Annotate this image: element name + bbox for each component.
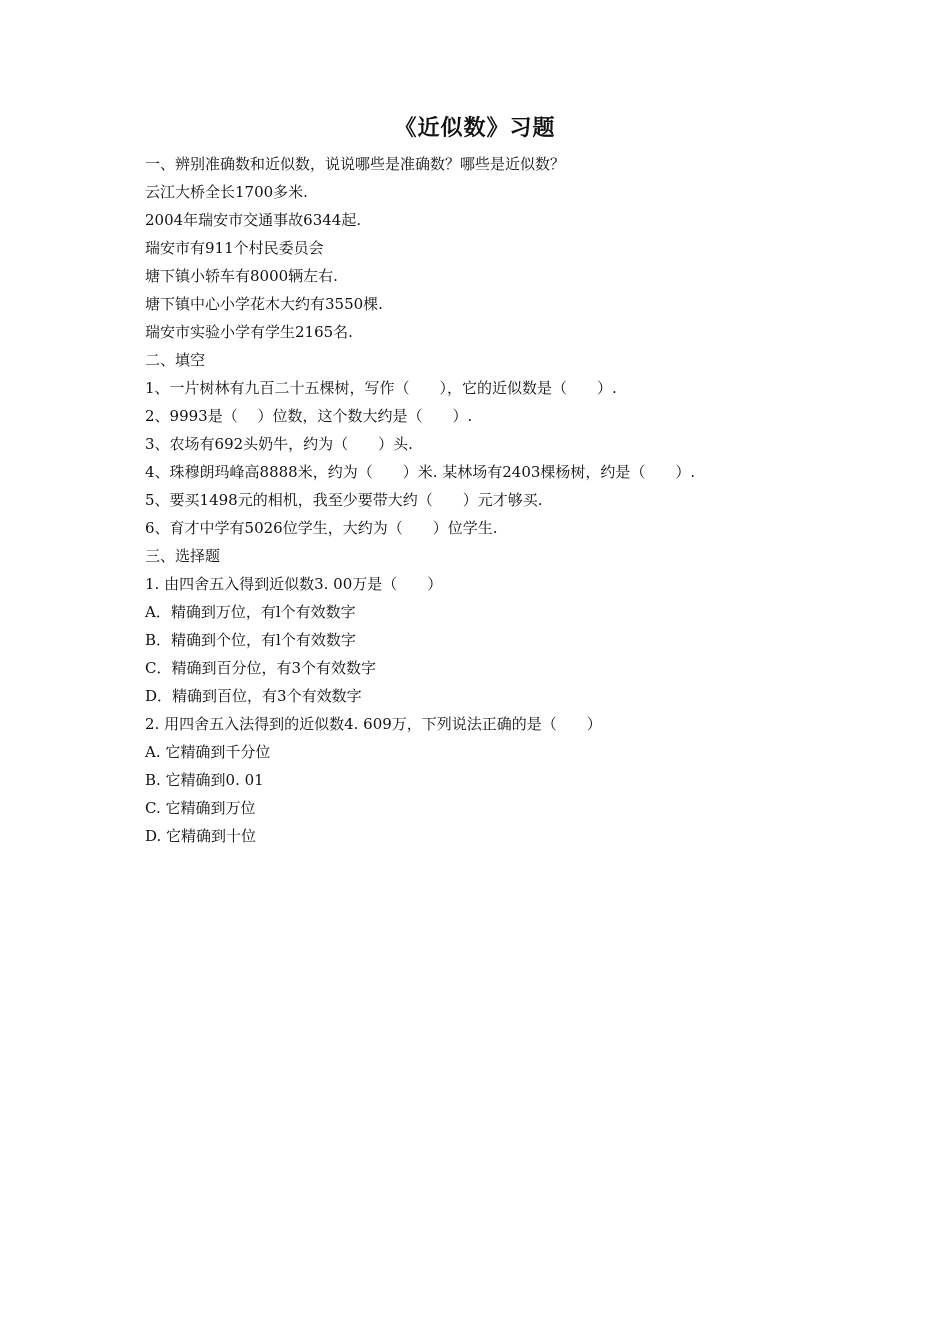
fill-blank-question: 3、农场有692头奶牛，约为（ ）头. bbox=[145, 435, 413, 453]
choice-option: A．精确到万位，有l个有效数字 bbox=[145, 603, 356, 621]
fill-blank-question: 2、9993是（ ）位数，这个数大约是（ ）. bbox=[145, 407, 473, 425]
choice-option: A. 它精确到千分位 bbox=[145, 743, 271, 761]
choice-option: C．精确到百分位，有3个有效数字 bbox=[145, 659, 377, 677]
document-title: 《近似数》习题 bbox=[394, 115, 556, 141]
fill-blank-question: 6、育才中学有5026位学生，大约为（ ）位学生. bbox=[145, 519, 498, 537]
fill-blank-question: 4、珠穆朗玛峰高8888米，约为（ ）米. 某林场有2403棵杨树，约是（ ）. bbox=[145, 463, 696, 481]
statement-line: 云江大桥全长1700多米. bbox=[145, 183, 308, 201]
choice-option: B. 它精确到0. 01 bbox=[145, 771, 264, 789]
choice-option: D. 它精确到十位 bbox=[145, 827, 257, 845]
section-heading-choice: 三、选择题 bbox=[145, 547, 221, 565]
statement-line: 2004年瑞安市交通事故6344起. bbox=[145, 211, 362, 229]
choice-option: C. 它精确到万位 bbox=[145, 799, 256, 817]
statement-line: 瑞安市实验小学有学生2165名. bbox=[145, 323, 353, 341]
statement-line: 塘下镇小轿车有8000辆左右. bbox=[145, 267, 338, 285]
section-heading-fill-blank: 二、填空 bbox=[145, 351, 206, 369]
choice-option: B．精确到个位，有l个有效数字 bbox=[145, 631, 356, 649]
fill-blank-question: 1、一片树林有九百二十五棵树，写作（ ），它的近似数是（ ）. bbox=[145, 379, 617, 397]
statement-line: 塘下镇中心小学花木大约有3550棵. bbox=[145, 295, 383, 313]
document-body bbox=[145, 150, 845, 850]
fill-blank-question: 5、要买1498元的相机，我至少要带大约（ ）元才够买. bbox=[145, 491, 543, 509]
choice-question: 1. 由四舍五入得到近似数3. 00万是（ ） bbox=[145, 575, 443, 593]
choice-option: D．精确到百位，有3个有效数字 bbox=[145, 687, 362, 705]
statement-line: 瑞安市有911个村民委员会 bbox=[145, 239, 324, 257]
section-heading-identify: 一、辨别准确数和近似数，说说哪些是准确数？哪些是近似数？ bbox=[145, 155, 566, 173]
choice-question: 2. 用四舍五入法得到的近似数4. 609万，下列说法正确的是（ ） bbox=[145, 715, 602, 733]
